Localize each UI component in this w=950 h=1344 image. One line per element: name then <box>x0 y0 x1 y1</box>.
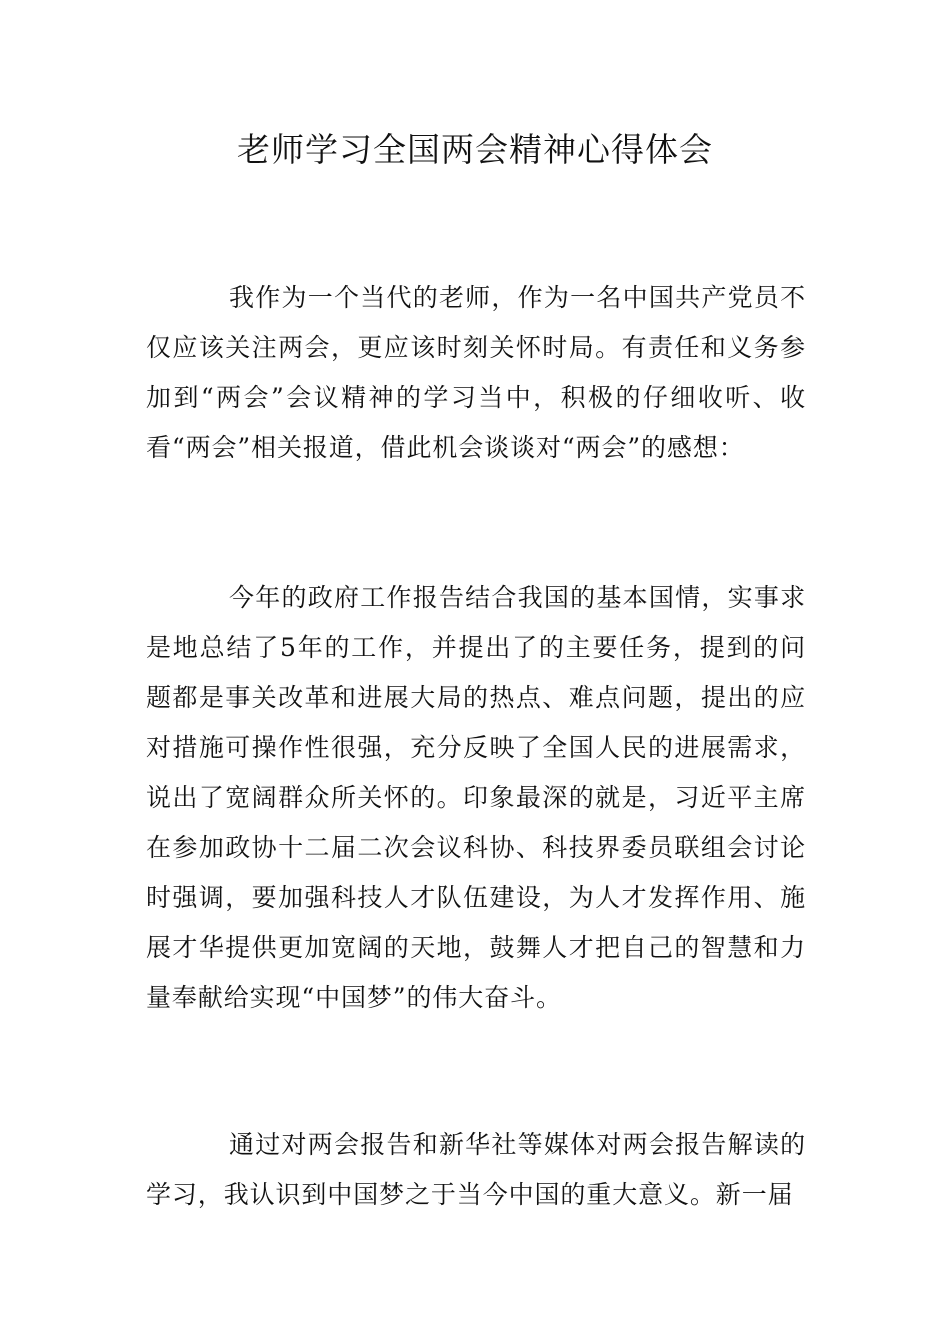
document-title: 老师学习全国两会精神心得体会 <box>237 130 713 169</box>
paragraph-intro: 我作为一个当代的老师，作为一名中国共产党员不仅应该关注两会，更应该时刻关怀时局。有责任和义务参加到“两会”会议精神的学习当中，积极的仔细收听、收看“两会”相关报道，借此机会谈谈对“两会”的感想： <box>146 283 806 462</box>
paragraph-chinese-dream: 通过对两会报告和新华社等媒体对两会报告解读的学习，我认识到中国梦之于当今中国的重大意义。新一届 <box>146 1130 806 1209</box>
paragraph-government-report: 今年的政府工作报告结合我国的基本国情，实事求是地总结了5年的工作，并提出了的主要任务，提到的问题都是事关改革和进展大局的热点、难点问题，提出的应对措施可操作性很强，充分反映了全国人民的进展需求，说出了宽阔群众所关怀的。印象最深的就是，习近平主席在参加政协十二届二次会议科协、科技界委员联组会讨论时强调，要加强科技人才队伍建设，为人才发挥作用、施展才华提供更加宽阔的天地，鼓舞人才把自己的智慧和力量奉献给实现“中国梦”的伟大奋斗。 <box>146 583 806 1012</box>
